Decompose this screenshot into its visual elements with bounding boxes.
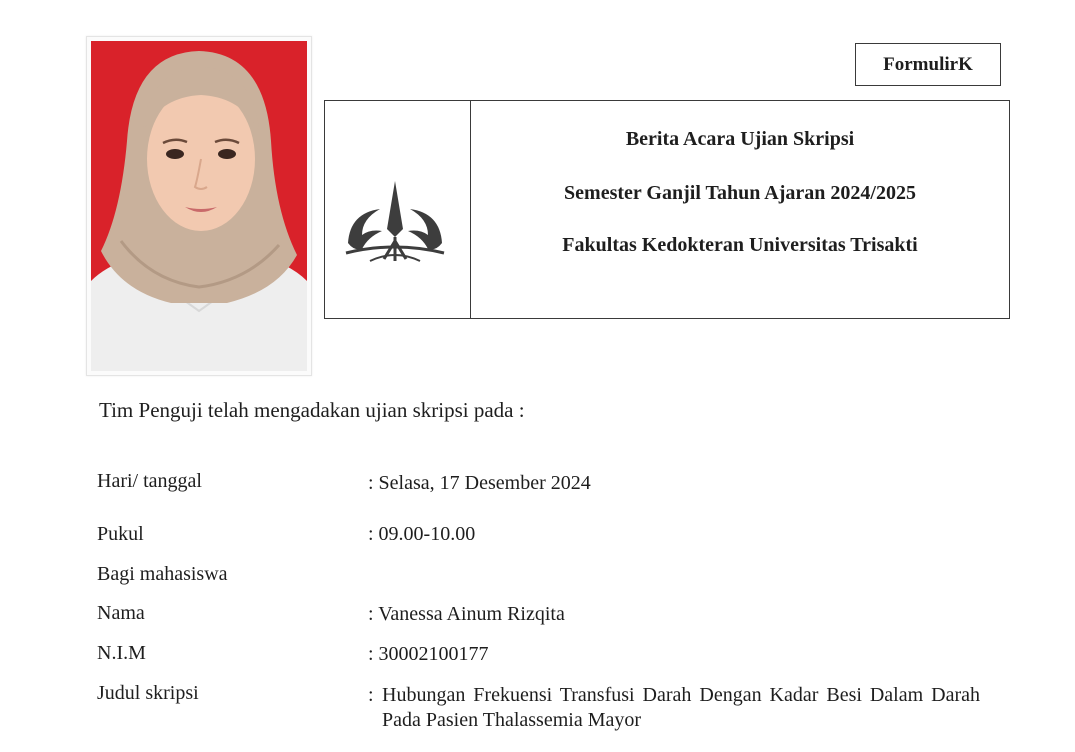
trisakti-logo-icon — [340, 179, 450, 267]
intro-text: Tim Penguji telah mengadakan ujian skripsi pada : — [99, 398, 525, 422]
thesis-value — [368, 683, 980, 733]
logo-cell — [325, 101, 471, 318]
date-label: Hari/ tanggal — [97, 470, 202, 492]
date-value: : Selasa, 17 Desember 2024 — [368, 472, 591, 494]
nim-label: N.I.M — [97, 642, 146, 664]
header-box — [324, 100, 1010, 319]
name-value: : Vanessa Ainum Rizqita — [368, 603, 565, 625]
faculty-line: Fakultas Kedokteran Universitas Trisakti — [562, 234, 918, 256]
thesis-label: Judul skripsi — [97, 682, 199, 704]
time-value: : 09.00-10.00 — [368, 523, 476, 545]
form-code-box: FormulirK — [855, 43, 1001, 86]
thesis-title: Hubungan Frekuensi Transfusi Darah Dengan Kadar Besi Dalam Darah Pada Pasien Thalassemia Mayor — [382, 684, 980, 731]
thesis-colon: : — [368, 684, 374, 706]
document-title: Berita Acara Ujian Skripsi — [625, 128, 855, 150]
time-label: Pukul — [97, 523, 144, 545]
name-label: Nama — [97, 602, 145, 624]
student-photo — [86, 36, 312, 376]
student-portrait — [91, 41, 307, 371]
student-section-label: Bagi mahasiswa — [97, 563, 228, 585]
semester-line: Semester Ganjil Tahun Ajaran 2024/2025 — [564, 182, 916, 204]
nim-value: : 30002100177 — [368, 643, 489, 665]
